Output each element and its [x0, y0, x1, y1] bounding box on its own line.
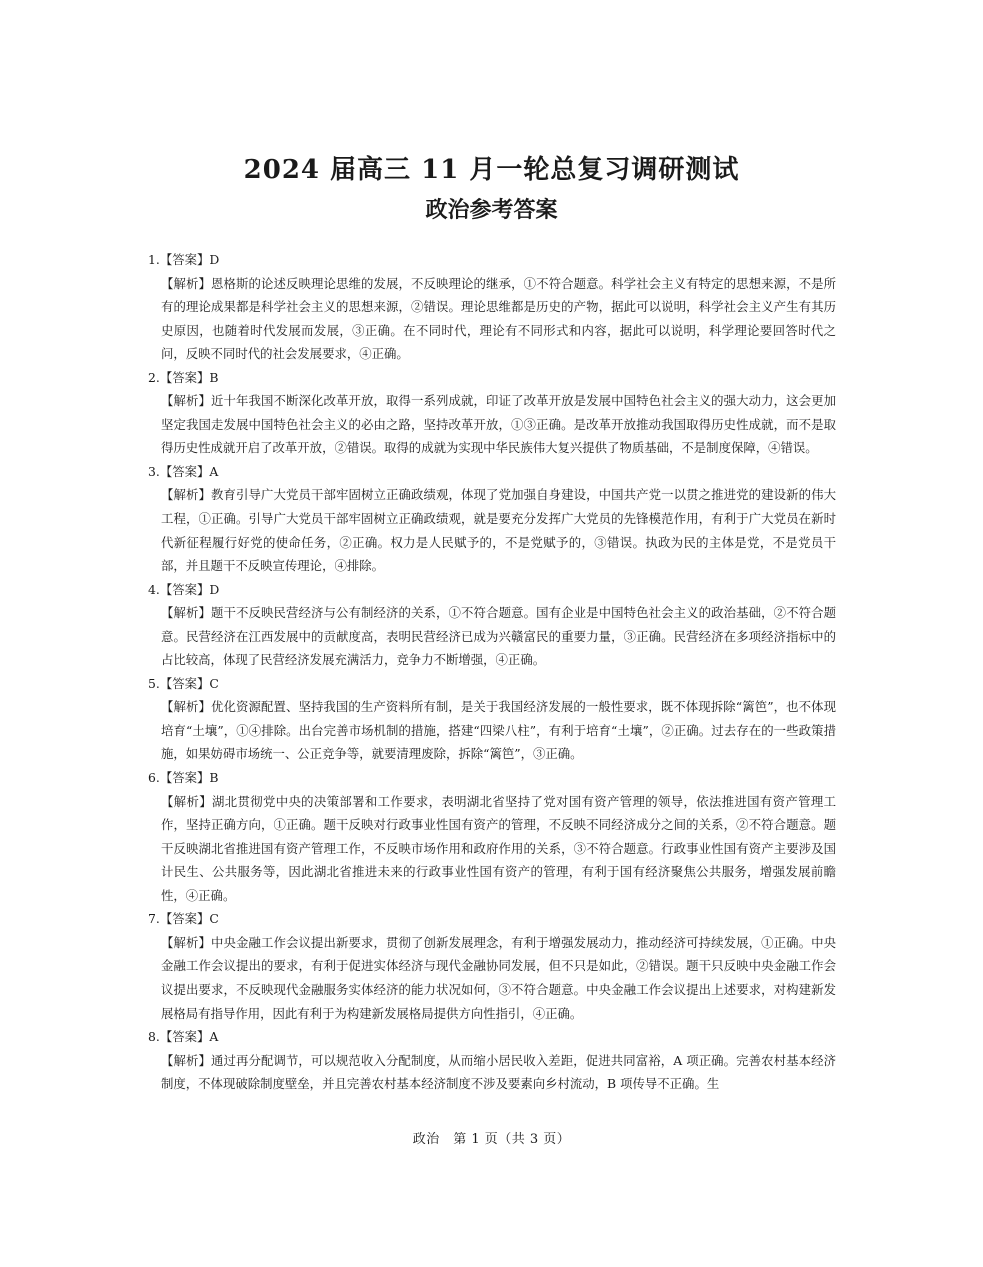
analysis-paragraph	[148, 601, 836, 672]
answer-line	[148, 1025, 836, 1049]
question-number: 1.	[148, 252, 160, 267]
answer-tag: 【答案】	[159, 911, 210, 927]
answer-line	[148, 766, 836, 790]
answer-tag: 【答案】	[159, 369, 210, 385]
question-item	[148, 672, 836, 766]
analysis-text: 优化资源配置、坚持我国的生产资料所有制，是关于我国经济发展的一般性要求，既不体现拆除“篱笆”，也不体现培育“土壤”，①④排除。出台完善市场机制的措施，搭建“四梁八柱”，有利于培育“土壤”，②正确。过去存在的一些政策措施，如果妨碍市场统一、公正竞争等，就要清理废除，拆除“篱笆”，③正确。	[161, 699, 837, 762]
analysis-text: 恩格斯的论述反映理论思维的发展，不反映理论的继承，①不符合题意。科学社会主义有特定的思想来源，不是所有的理论成果都是科学社会主义的思想来源，②错误。理论思维都是历史的产物，据此可以说明，科学社会主义产生有其历史原因，也随着时代发展而发展，③正确。在不同时代，理论有不同形式和内容，据此可以说明，科学理论要回答时代之问，反映不同时代的社会发展要求，④正确。	[161, 275, 837, 362]
question-number: 6.	[148, 770, 160, 786]
analysis-text: 教育引导广大党员干部牢固树立正确政绩观，体现了党加强自身建设，中国共产党一以贯之推进党的建设新的伟大工程，①正确。引导广大党员干部牢固树立正确政绩观，就是要充分发挥广大党员的先锋模范作用，有利于广大党员在新时代新征程履行好党的使命任务，②正确。权力是人民赋予的，不是党赋予的，③错误。执政为民的主体是党，不是党员干部，并且题干不反映宣传理论，④排除。	[161, 487, 837, 574]
analysis-tag: 【解析】	[161, 487, 212, 503]
answer-value: A	[209, 463, 219, 479]
answer-value: D	[209, 252, 220, 267]
analysis-text: 通过再分配调节，可以规范收入分配制度，从而缩小居民收入差距，促进共同富裕，A 项正确。完善农村基本经济制度，不体现破除制度壁垒，并且完善农村基本经济制度不涉及要素向乡村流动，B 项传导不正确。生	[161, 1052, 837, 1092]
answer-tag: 【答案】	[159, 1029, 210, 1045]
page-subtitle: 政治参考答案	[425, 198, 558, 223]
answer-value: A	[209, 1029, 219, 1045]
question-number: 2.	[148, 369, 160, 385]
question-number: 4.	[148, 581, 160, 597]
answer-value: C	[209, 911, 219, 927]
analysis-text: 湖北贯彻党中央的决策部署和工作要求，表明湖北省坚持了党对国有资产管理的领导，依法推进国有资产管理工作，坚持正确方向，①正确。题干反映对行政事业性国有资产的管理，不反映不同经济成分之间的关系，②不符合题意。题干反映湖北省推进国有资产管理工作，不反映市场作用和政府作用的关系，③不符合题意。行政事业性国有资产主要涉及国计民生、公共服务等，因此湖北省推进未来的行政事业性国有资产的管理，有利于国有经济聚焦公共服务，增强发展前瞻性，④正确。	[161, 793, 837, 903]
question-item	[148, 578, 836, 672]
analysis-tag: 【解析】	[161, 393, 212, 409]
analysis-text: 中央金融工作会议提出新要求，贯彻了创新发展理念，有利于增强发展动力，推动经济可持续发展，①正确。中央金融工作会议提出的要求，有利于促进实体经济与现代金融协同发展，但不只是如此，②错误。题干只反映中央金融工作会议提出要求，不反映现代金融服务实体经济的能力状况如何，③不符合题意。中央金融工作会议提出上述要求，对构建新发展格局有指导作用，因此有利于为构建新发展格局提供方向性指引，④正确。	[161, 934, 837, 1021]
answer-tag: 【答案】	[159, 675, 210, 691]
answer-line	[148, 672, 836, 696]
answer-line	[148, 460, 836, 484]
answer-value: D	[209, 581, 220, 597]
answer-line	[148, 578, 836, 602]
analysis-tag: 【解析】	[161, 605, 212, 621]
page-title: 2024 届高三 11 月一轮总复习调研测试	[243, 155, 740, 185]
question-number: 8.	[148, 1029, 160, 1045]
answer-tag: 【答案】	[159, 770, 210, 786]
answer-tag: 【答案】	[159, 252, 210, 267]
analysis-text: 近十年我国不断深化改革开放，取得一系列成就，印证了改革开放是发展中国特色社会主义的强大动力，这会更加坚定我国走发展中国特色社会主义的必由之路，坚持改革开放，①③正确。是改革开放推动我国取得历史性成就，而不是取得历史性成就开启了改革开放，②错误。取得的成就为实现中华民族伟大复兴提供了物质基础，不是制度保障，④错误。	[161, 393, 837, 456]
question-item	[148, 248, 836, 366]
analysis-tag: 【解析】	[161, 793, 212, 809]
answer-line	[148, 248, 836, 272]
analysis-text: 题干不反映民营经济与公有制经济的关系，①不符合题意。国有企业是中国特色社会主义的政治基础，②不符合题意。民营经济在江西发展中的贡献度高，表明民营经济已成为兴赣富民的重要力量，③正确。民营经济在多项经济指标中的占比较高，体现了民营经济发展充满活力，竞争力不断增强，④正确。	[161, 605, 837, 668]
question-item	[148, 766, 836, 907]
question-item	[148, 1025, 836, 1096]
answer-tag: 【答案】	[159, 581, 210, 597]
answer-list	[148, 248, 836, 1096]
analysis-tag: 【解析】	[161, 1052, 211, 1068]
question-number: 7.	[148, 911, 160, 927]
question-item	[148, 460, 836, 578]
question-item	[148, 366, 836, 460]
answer-value: B	[209, 369, 219, 385]
analysis-paragraph	[148, 931, 836, 1025]
page-footer: 政治 第 1 页（共 3 页）	[412, 1132, 571, 1147]
answer-value: B	[209, 770, 219, 786]
analysis-paragraph	[148, 389, 836, 460]
question-item	[148, 907, 836, 1025]
analysis-paragraph	[148, 695, 836, 766]
answer-line	[148, 907, 836, 931]
question-number: 3.	[148, 463, 160, 479]
analysis-tag: 【解析】	[161, 699, 211, 715]
analysis-paragraph	[148, 483, 836, 577]
analysis-paragraph	[148, 790, 836, 908]
analysis-tag: 【解析】	[161, 275, 212, 291]
analysis-paragraph	[148, 1049, 836, 1096]
answer-tag: 【答案】	[159, 463, 210, 479]
answer-line	[148, 366, 836, 390]
analysis-tag: 【解析】	[161, 934, 212, 950]
answer-value: C	[209, 675, 219, 691]
question-number: 5.	[148, 675, 160, 691]
analysis-paragraph	[148, 272, 836, 366]
